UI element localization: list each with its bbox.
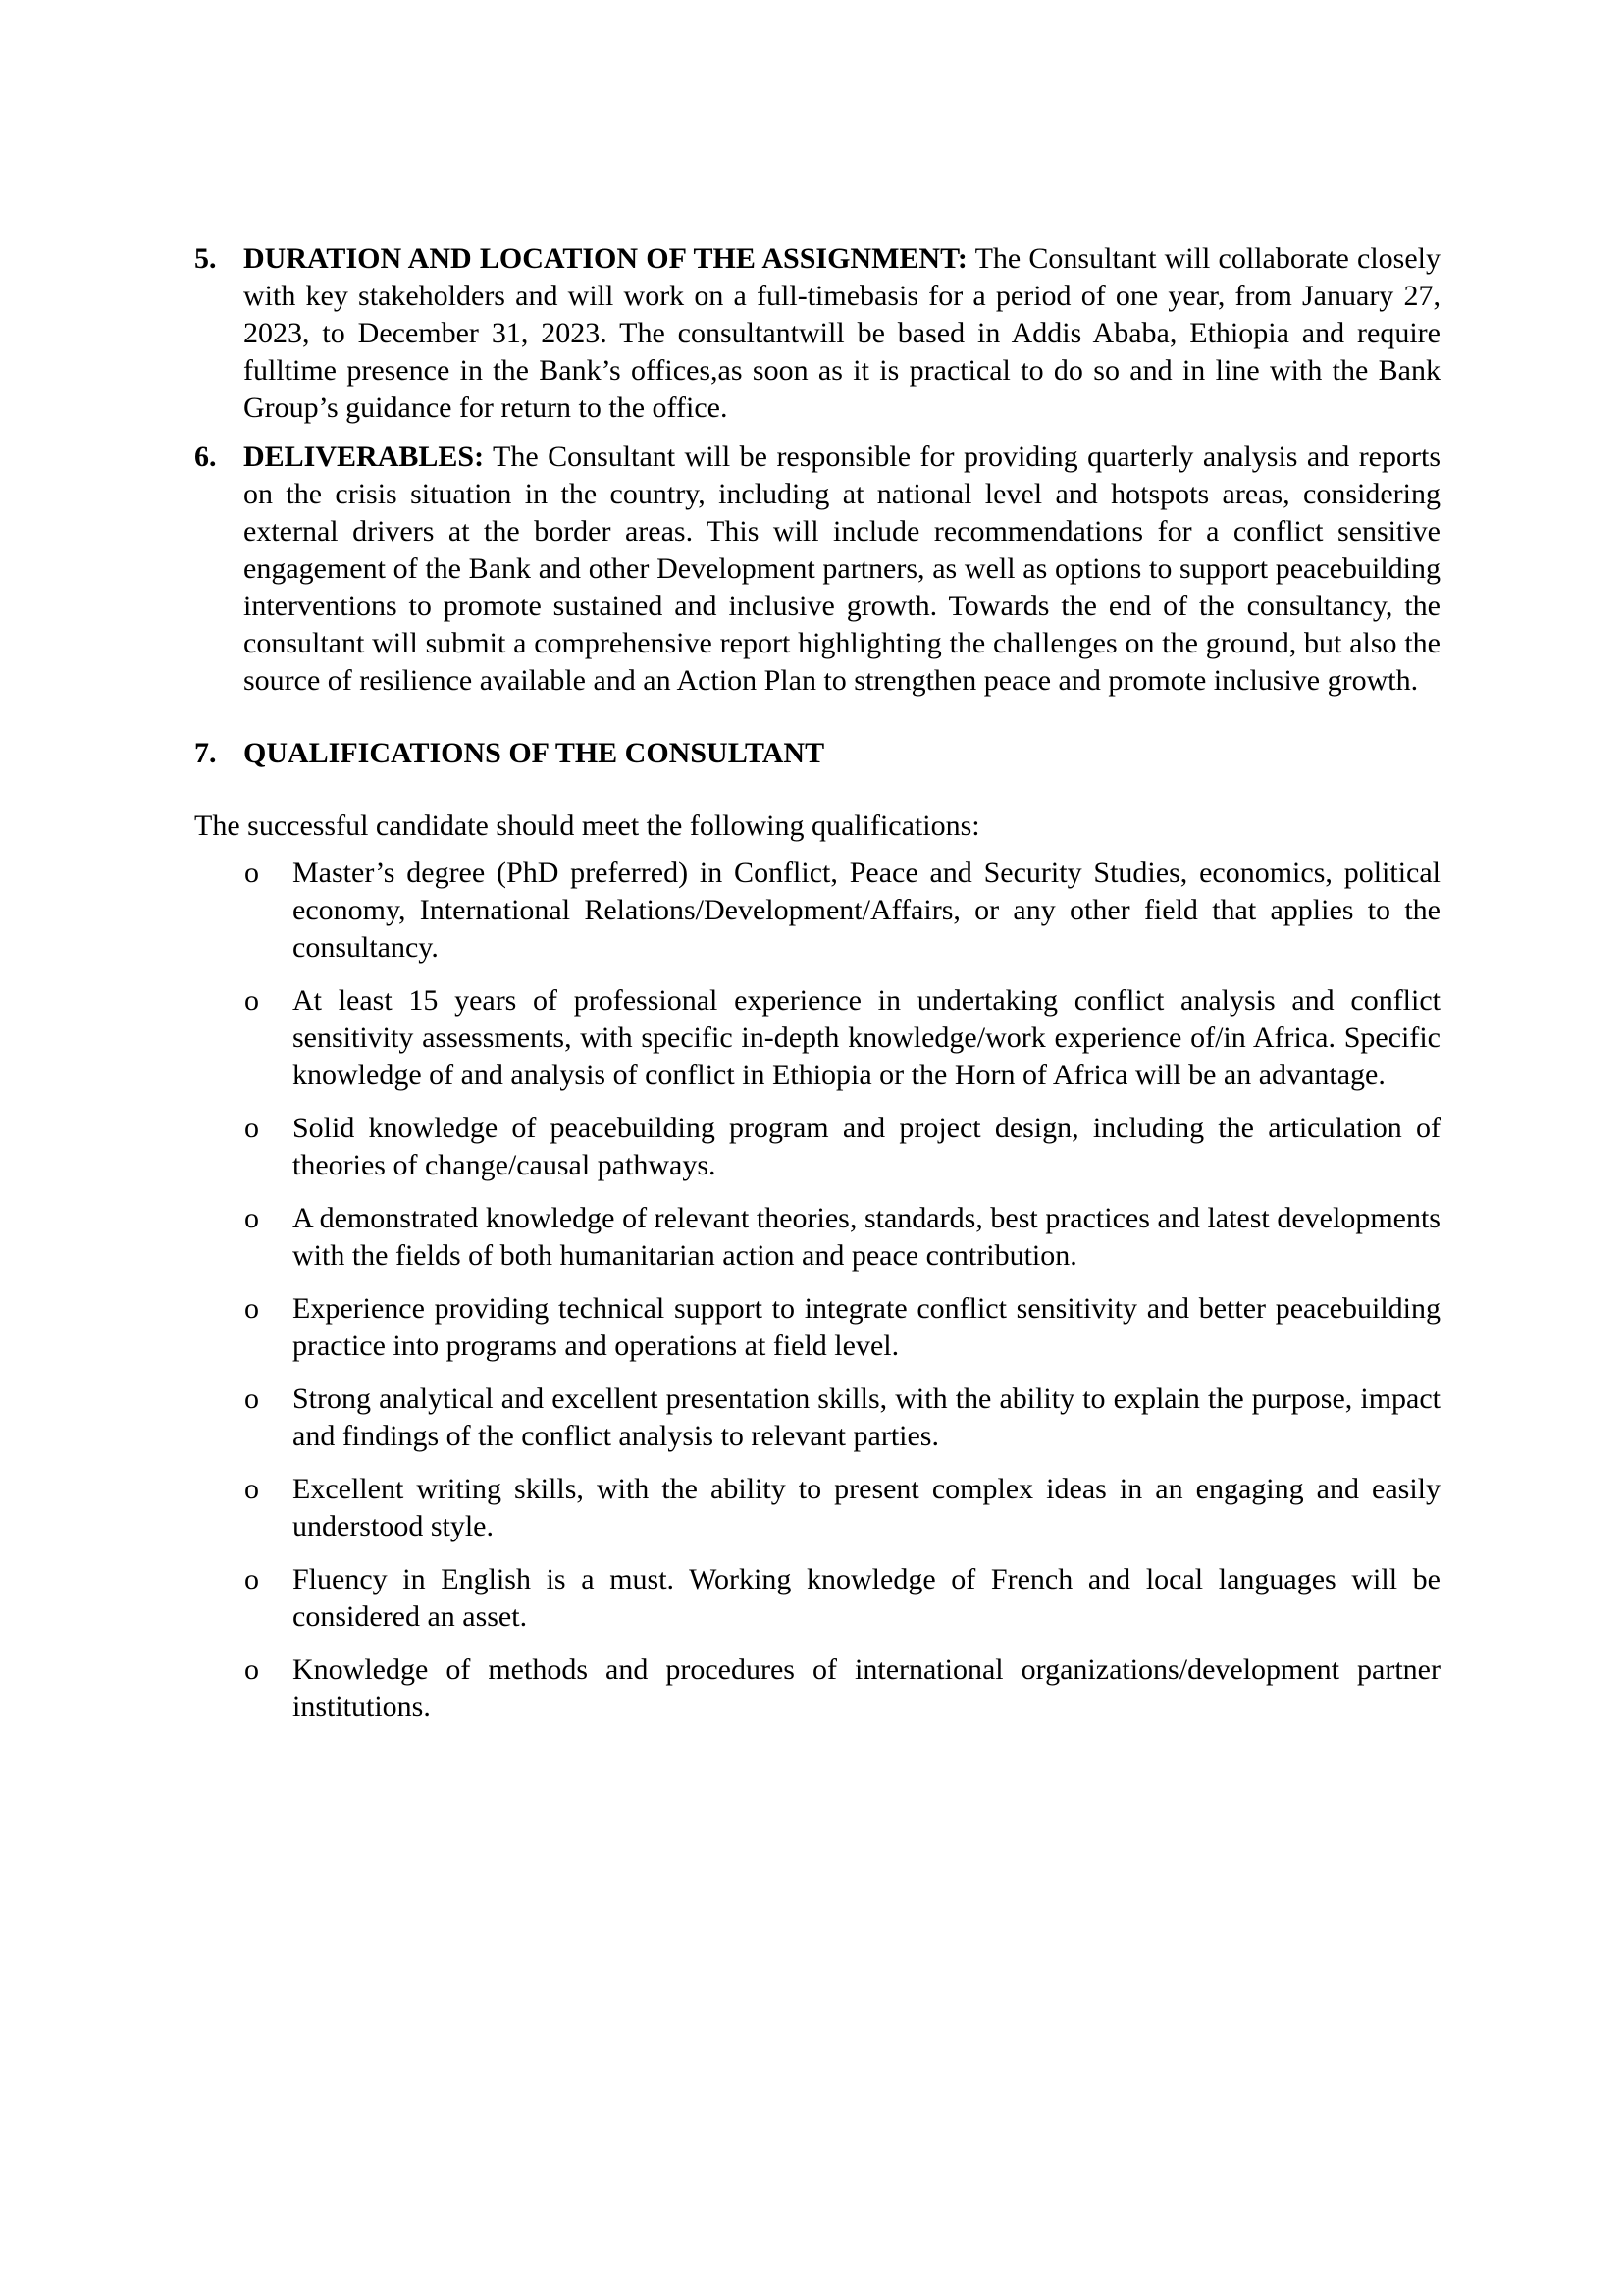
section-number: 7. <box>194 737 217 769</box>
section-number: 6. <box>194 441 217 473</box>
section-heading: QUALIFICATIONS OF THE CONSULTANT <box>243 737 825 769</box>
list-item <box>194 1110 1441 1184</box>
bullet-icon: o <box>244 1382 259 1415</box>
list-item-text: Solid knowledge of peacebuilding program and project design, including the articulation of theories of change/causal pathways. <box>292 1112 1441 1181</box>
list-item-text: Knowledge of methods and procedures of international organizations/development partner institutions. <box>292 1653 1441 1723</box>
section-deliverables <box>194 439 1441 700</box>
list-item <box>194 982 1441 1094</box>
qualifications-intro: The successful candidate should meet the following qualifications: <box>194 809 980 842</box>
list-item <box>194 1200 1441 1275</box>
list-item-text: A demonstrated knowledge of relevant theories, standards, best practices and latest developments with the fields of both humanitarian action and peace contribution. <box>292 1202 1441 1272</box>
bullet-icon: o <box>244 984 259 1017</box>
bullet-icon: o <box>244 1653 259 1686</box>
list-item <box>194 1471 1441 1545</box>
bullet-icon: o <box>244 857 259 889</box>
bullet-icon: o <box>244 1202 259 1234</box>
bullet-icon: o <box>244 1292 259 1325</box>
list-item <box>194 1381 1441 1455</box>
section-qualifications <box>194 735 1441 772</box>
bullet-icon: o <box>244 1563 259 1595</box>
list-item <box>194 1290 1441 1365</box>
section-duration-location <box>194 240 1441 427</box>
document-body <box>194 240 1441 1742</box>
section-number: 5. <box>194 242 217 275</box>
qualifications-list <box>194 855 1441 1726</box>
section-heading: DELIVERABLES: <box>243 441 485 473</box>
list-item <box>194 1651 1441 1726</box>
list-item <box>194 1561 1441 1636</box>
section-heading: DURATION AND LOCATION OF THE ASSIGNMENT: <box>243 242 968 275</box>
section-text: The Consultant will be responsible for providing quarterly analysis and reports on the crisis situation in the country, including at national level and hotspots areas, considering external drivers at the border areas. This will include recommendations for a conflict sensitive engagement of the Bank and other Development partners, as well as options to support peacebuilding interventions to promote sustained and inclusive growth. Towards the end of the consultancy, the consultant will submit a comprehensive report highlighting the challenges on the ground, but also the source of resilience available and an Action Plan to strengthen peace and promote inclusive growth. <box>243 441 1441 697</box>
list-item-text: Experience providing technical support to integrate conflict sensitivity and better peacebuilding practice into programs and operations at field level. <box>292 1292 1441 1362</box>
list-item <box>194 855 1441 966</box>
list-item-text: Master’s degree (PhD preferred) in Conflict, Peace and Security Studies, economics, political economy, International Relations/Development/Affairs, or any other field that applies to the consultancy. <box>292 857 1441 964</box>
list-item-text: Fluency in English is a must. Working knowledge of French and local languages will be considered an asset. <box>292 1563 1441 1633</box>
list-item-text: Excellent writing skills, with the ability to present complex ideas in an engaging and easily understood style. <box>292 1473 1441 1542</box>
list-item-text: At least 15 years of professional experience in undertaking conflict analysis and conflict sensitivity assessments, with specific in-depth knowledge/work experience of/in Africa. Specific knowledge of and analysis of conflict in Ethiopia or the Horn of Africa will be an advantage. <box>292 984 1441 1091</box>
bullet-icon: o <box>244 1473 259 1505</box>
section-text: The Consultant will collaborate closely with key stakeholders and will work on a full-timebasis for a period of one year, from January 27, 2023, to December 31, 2023. The consultantwill be based in Addis Ababa, Ethiopia and require fulltime presence in the Bank’s offices,as soon as it is practical to do so and in line with the Bank Group’s guidance for return to the office. <box>243 242 1441 424</box>
list-item-text: Strong analytical and excellent presentation skills, with the ability to explain the purpose, impact and findings of the conflict analysis to relevant parties. <box>292 1382 1441 1452</box>
bullet-icon: o <box>244 1112 259 1144</box>
